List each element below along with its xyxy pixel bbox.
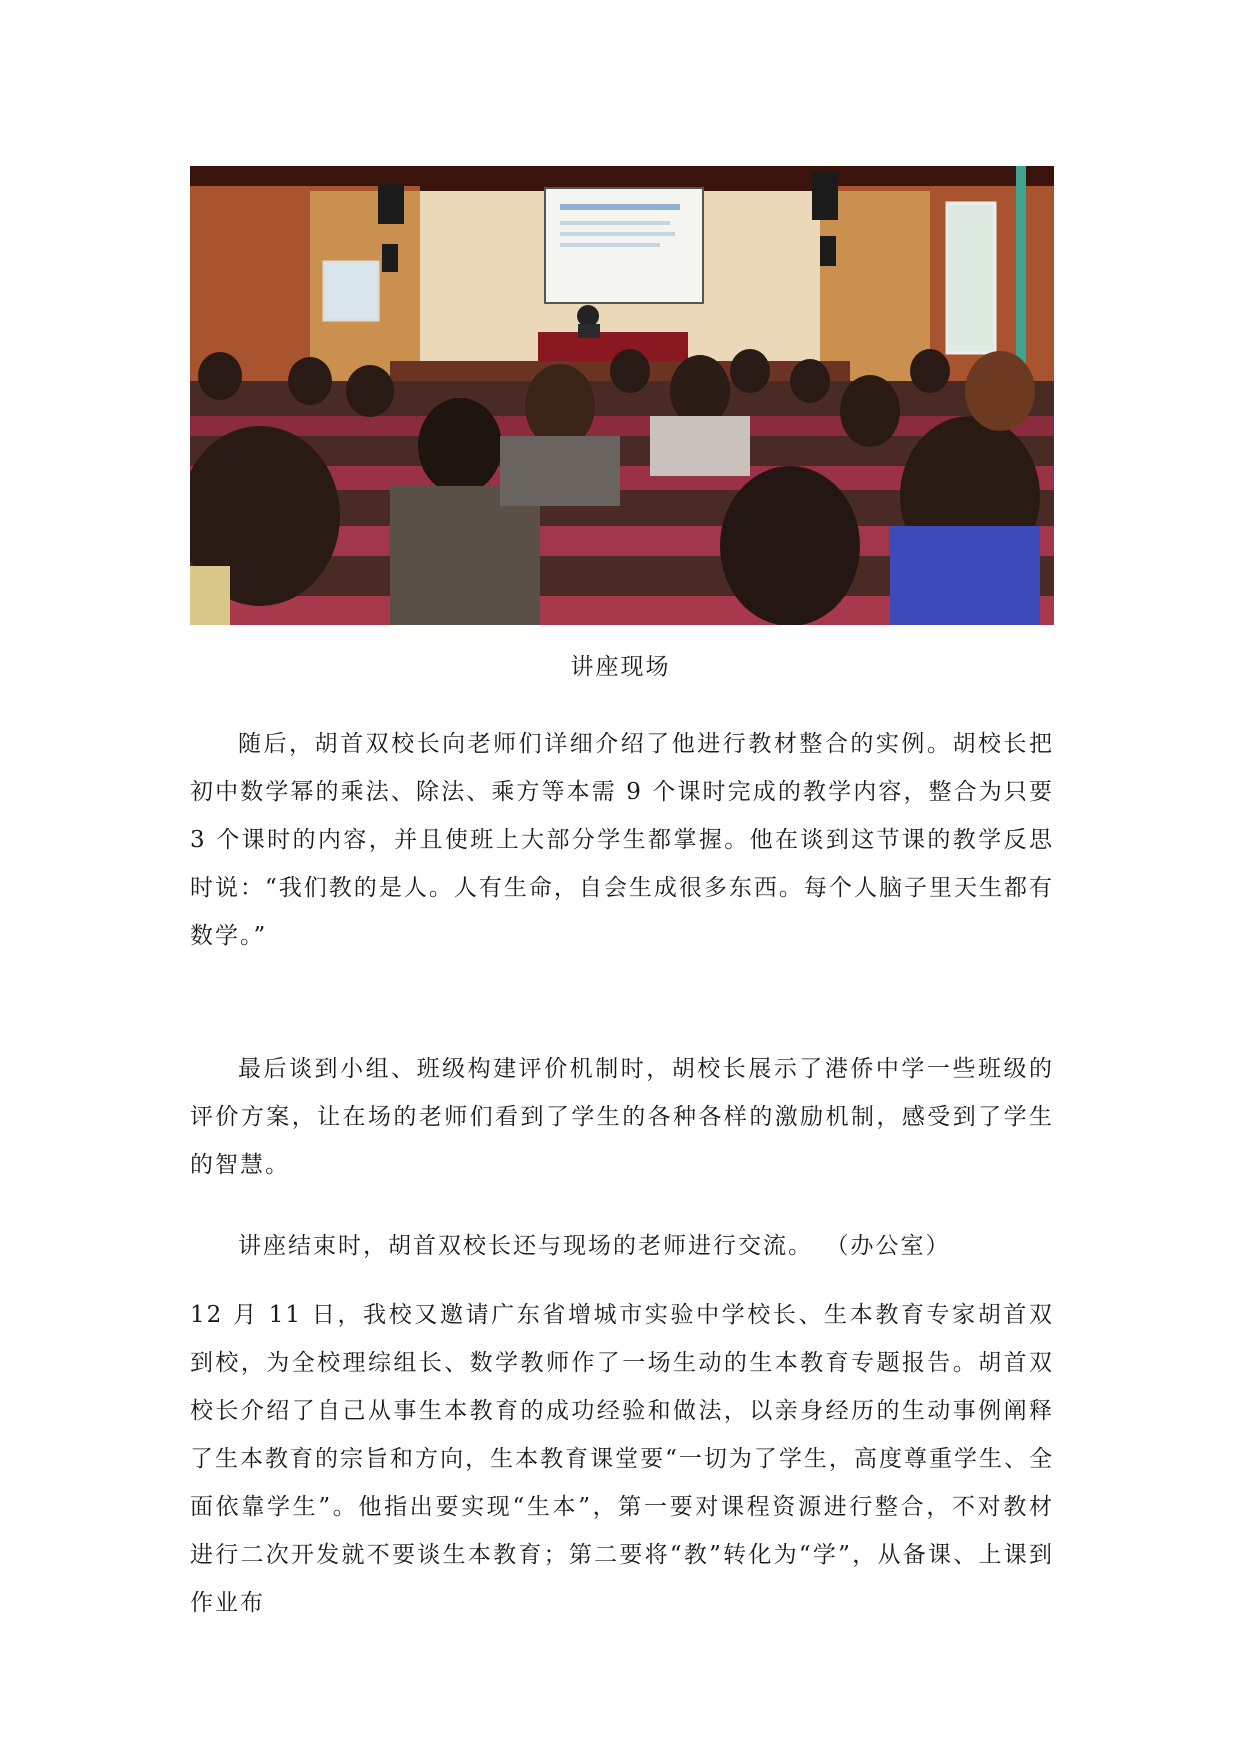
paragraph-teaching-example: 随后，胡首双校长向老师们详细介绍了他进行教材整合的实例。胡校长把初中数学幂的乘法、除法、乘方等本需 9 个课时完成的教学内容，整合为只要 3 个课时的内容，并且使班上大部分学生都掌握。他在谈到这节课的教学反思时说：“我们教的是人。人有生命，自会生成很多东西。每个人脑子里天生都有数学。” <box>190 731 1054 949</box>
paragraph-closing <box>190 1222 1054 1270</box>
lecture-photo <box>190 166 1054 625</box>
paragraph-lecture-report: 12 月 11 日，我校又邀请广东省增城市实验中学校长、生本教育专家胡首双到校，为全校理综组长、数学教师作了一场生动的生本教育专题报告。胡首双校长介绍了自己从事生本教育的成功经验和做法，以亲身经历的生动事例阐释了生本教育的宗旨和方向，生本教育课堂要“一切为了学生，高度尊重学生、全面依靠学生”。他指出要实现“生本”，第一要对课程资源进行整合，不对教材进行二次开发就不要谈生本教育；第二要将“教”转化为“学”，从备课、上课到作业布 <box>190 1302 1054 1616</box>
paragraph-evaluation-mechanism: 最后谈到小组、班级构建评价机制时，胡校长展示了港侨中学一些班级的评价方案，让在场的老师们看到了学生的各种各样的激励机制，感受到了学生的智慧。 <box>190 1056 1054 1178</box>
figure-caption: 讲座现场 <box>570 654 671 680</box>
lecture-hall-image <box>190 166 1054 625</box>
source-note: （办公室） <box>837 1233 951 1259</box>
closing-text: 讲座结束时，胡首双校长还与现场的老师进行交流。 <box>238 1233 813 1259</box>
